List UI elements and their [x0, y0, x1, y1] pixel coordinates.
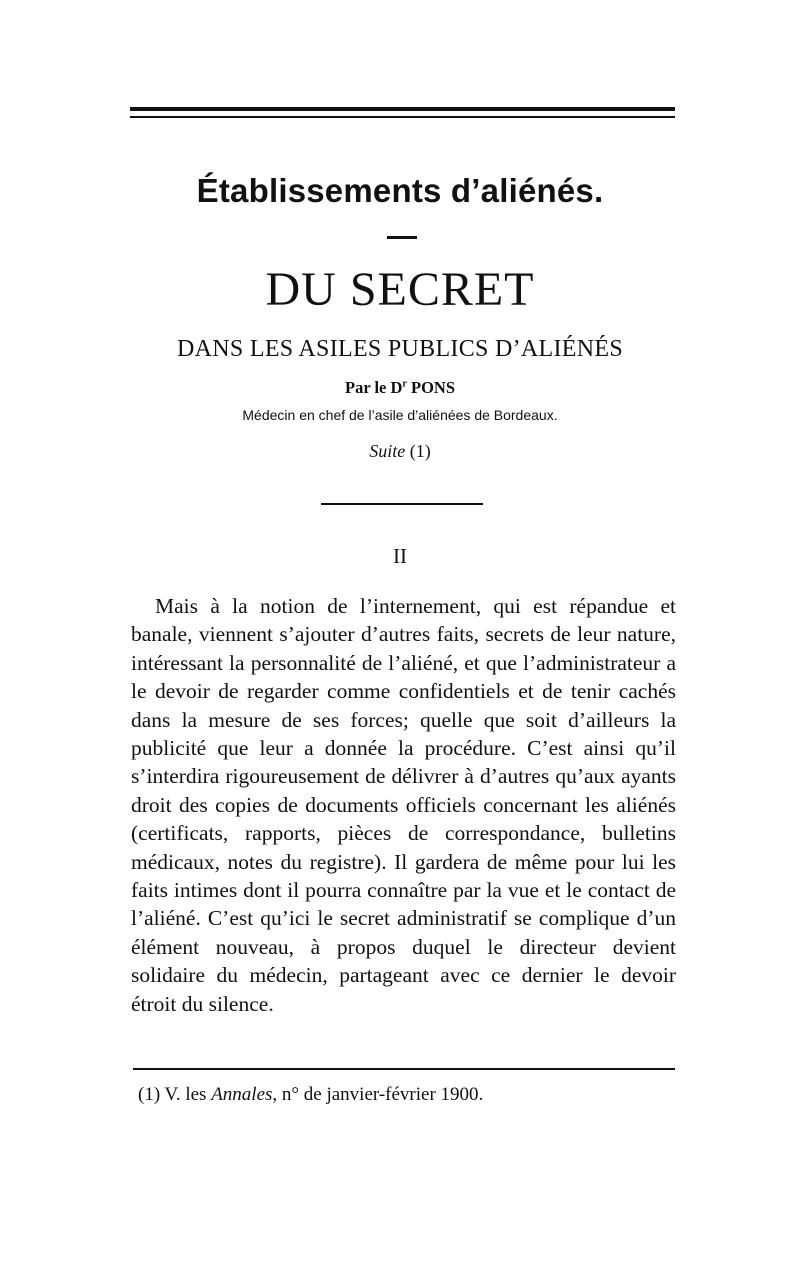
- author-line: [120, 378, 680, 398]
- title-dash: [387, 236, 417, 239]
- middle-rule: [321, 503, 483, 505]
- section-title: Établissements d’aliénés.: [196, 172, 604, 209]
- footnote-prefix: (1) V. les: [138, 1084, 207, 1105]
- body-paragraph: Mais à la notion de l’internement, qui est répandue et banale, viennent s’ajouter d’autres faits, secrets de leur nature, intéressant la personnalité de l’aliéné, et que l’administrateur a le devoir de regarder comme confidentiels et de tenir cachés dans la mesure de ses forces; quelle que soit d’ailleurs la publicité que leur a donnée la procédure. C’est ainsi qu’il s’interdira rigoureusement de délivrer à d’autres qu’aux ayants droit des copies de documents officiels concernant les aliénés (certificats, rapports, pièces de correspondance, bulletins médicaux, notes du registre). Il gardera de même pour lui les faits intimes dont il pourra connaître par la vue et le contact de l’aliéné. C’est qu’ici le secret administratif se complique d’un élément nouveau, à propos duquel le directeur devient solidaire du médecin, partageant avec ce dernier le devoir étroit du silence.: [131, 594, 676, 1016]
- article-subtitle: DANS LES ASILES PUBLICS D’ALIÉNÉS: [177, 336, 623, 362]
- author-affiliation: Médecin en chef de l’asile d’aliénées de Bordeaux.: [242, 407, 558, 423]
- footnote-rule: [133, 1068, 675, 1070]
- footnote-rest: , n° de janvier-février 1900.: [272, 1084, 484, 1105]
- body-text: [131, 592, 676, 1018]
- suite-line: [120, 441, 680, 462]
- suite-word: Suite: [369, 441, 406, 461]
- author-name: PONS: [411, 378, 456, 397]
- author-sup: r: [402, 378, 407, 390]
- section-number: II: [393, 544, 407, 568]
- article-title: DU SECRET: [265, 263, 535, 316]
- footnote: [138, 1084, 678, 1106]
- footnote-journal: Annales: [211, 1084, 273, 1105]
- top-rule-thick: [130, 107, 675, 111]
- footnote-ref: (1): [409, 441, 431, 461]
- top-rule-thin: [130, 116, 675, 118]
- author-prefix: Par le D: [344, 378, 403, 397]
